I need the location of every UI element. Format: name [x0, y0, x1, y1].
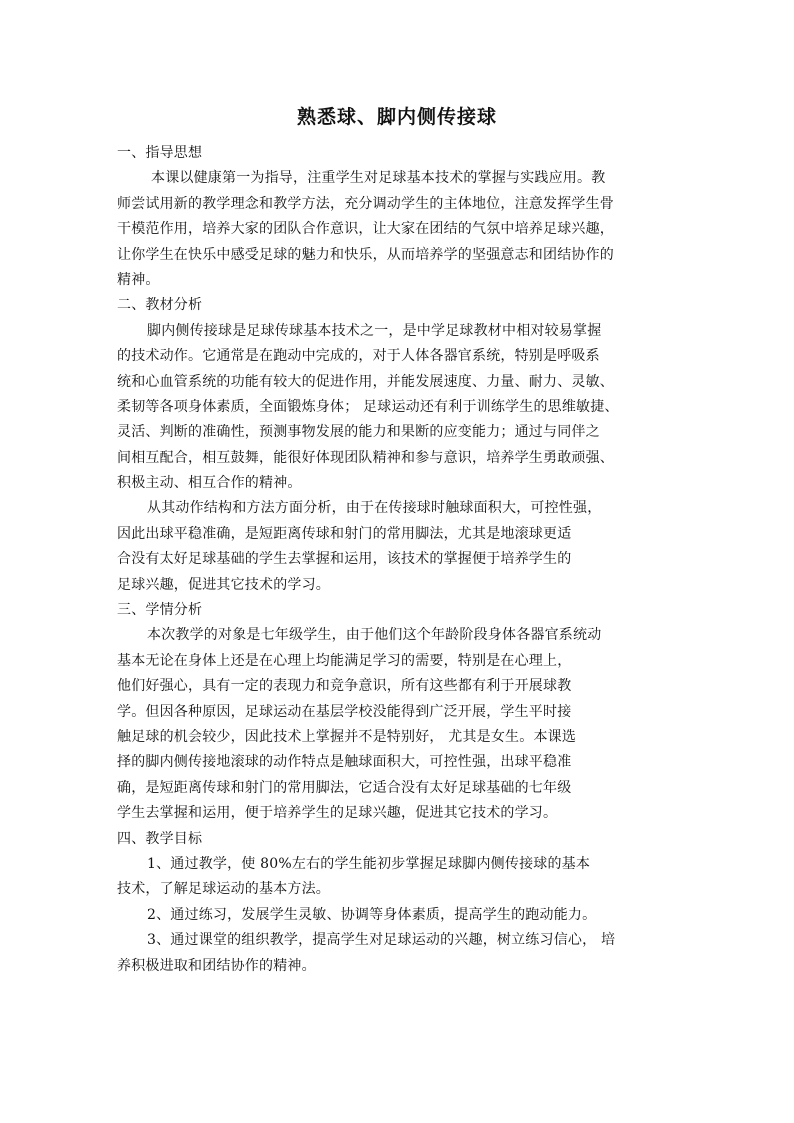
document-body	[117, 141, 685, 979]
paragraph-line: 灵活、判断的准确性，预测事物发展的能力和果断的应变能力；通过与同伴之	[117, 424, 600, 441]
section-heading-teaching-objectives: 四、教学目标	[117, 830, 203, 847]
paragraph-line: 干模范作用，培养大家的团队合作意识，让大家在团结的气氛中培养足球兴趣，	[117, 221, 614, 238]
paragraph-line: 合没有太好足球基础的学生去掌握和运用，该技术的掌握便于培养学生的	[117, 551, 572, 568]
paragraph-line: 积极主动、相互合作的精神。	[117, 475, 302, 492]
paragraph-line: 择的脚内侧传接地滚球的动作特点是触球面积大，可控性强，出球平稳准	[117, 754, 572, 771]
paragraph-line: 本课以健康第一为指导，注重学生对足球基本技术的掌握与实践应用。教	[151, 170, 606, 187]
objective-line: 2、通过练习，发展学生灵敏、协调等身体素质，提高学生的跑动能力。	[147, 906, 597, 923]
objective-line: 技术，了解足球运动的基本方法。	[117, 881, 330, 898]
paragraph-line: 脚内侧传接球是足球传球基本技术之一，是中学足球教材中相对较易掌握	[147, 322, 602, 339]
paragraph-line: 柔韧等各项身体素质，全面锻炼身体； 足球运动还有利于训练学生的思维敏捷、	[117, 398, 619, 415]
paragraph-line: 从其动作结构和方法方面分析，由于在传接球时触球面积大，可控性强，	[147, 500, 602, 517]
paragraph-line: 统和心血管系统的功能有较大的促进作用，并能发展速度、力量、耐力、灵敏、	[117, 373, 614, 390]
paragraph-line: 学。但因各种原因，足球运动在基层学校没能得到广泛开展，学生平时接	[117, 703, 572, 720]
objective-line: 3、通过课堂的组织教学，提高学生对足球运动的兴趣，树立练习信心， 培	[147, 932, 616, 949]
paragraph-line: 基本无论在身体上还是在心理上均能满足学习的需要，特别是在心理上，	[117, 652, 572, 669]
section-heading-student-analysis: 三、学情分析	[117, 602, 203, 619]
paragraph-line: 间相互配合，相互鼓舞，能很好体现团队精神和参与意识，培养学生勇敢顽强、	[117, 449, 614, 466]
paragraph-line: 触足球的机会较少，因此技术上掌握并不是特别好， 尤其是女生。本课选	[117, 728, 577, 745]
paragraph-line: 师尝试用新的教学理念和教学方法，充分调动学生的主体地位，注意发挥学生骨	[117, 195, 614, 212]
section-heading-guiding-ideology: 一、指导思想	[117, 145, 203, 161]
paragraph-line: 学生去掌握和运用，便于培养学生的足球兴趣，促进其它技术的学习。	[117, 805, 558, 822]
paragraph-line: 让你学生在快乐中感受足球的魅力和快乐，从而培养学的坚强意志和团结协作的	[117, 246, 614, 263]
paragraph-line: 因此出球平稳准确，是短距离传球和射门的常用脚法，尤其是地滚球更适	[117, 525, 572, 542]
paragraph-line: 确，是短距离传球和射门的常用脚法，它适合没有太好足球基础的七年级	[117, 779, 572, 796]
objective-line: 养积极进取和团结协作的精神。	[117, 957, 316, 974]
objective-line: 1、通过教学，使 80%左右的学生能初步掌握足球脚内侧传接球的基本	[147, 855, 591, 872]
paragraph-line: 足球兴趣，促进其它技术的学习。	[117, 576, 330, 593]
document-title: 熟悉球、脚内侧传接球	[296, 106, 497, 128]
paragraph-line: 他们好强心，具有一定的表现力和竞争意识，所有这些都有利于开展球教	[117, 678, 572, 695]
paragraph-line: 精神。	[117, 271, 160, 288]
section-heading-material-analysis: 二、教材分析	[117, 297, 203, 314]
paragraph-line: 本次教学的对象是七年级学生，由于他们这个年龄阶段身体各器官系统动	[147, 627, 602, 644]
paragraph-line: 的技术动作。它通常是在跑动中完成的，对于人体各器官系统，特别是呼吸系	[117, 348, 600, 365]
